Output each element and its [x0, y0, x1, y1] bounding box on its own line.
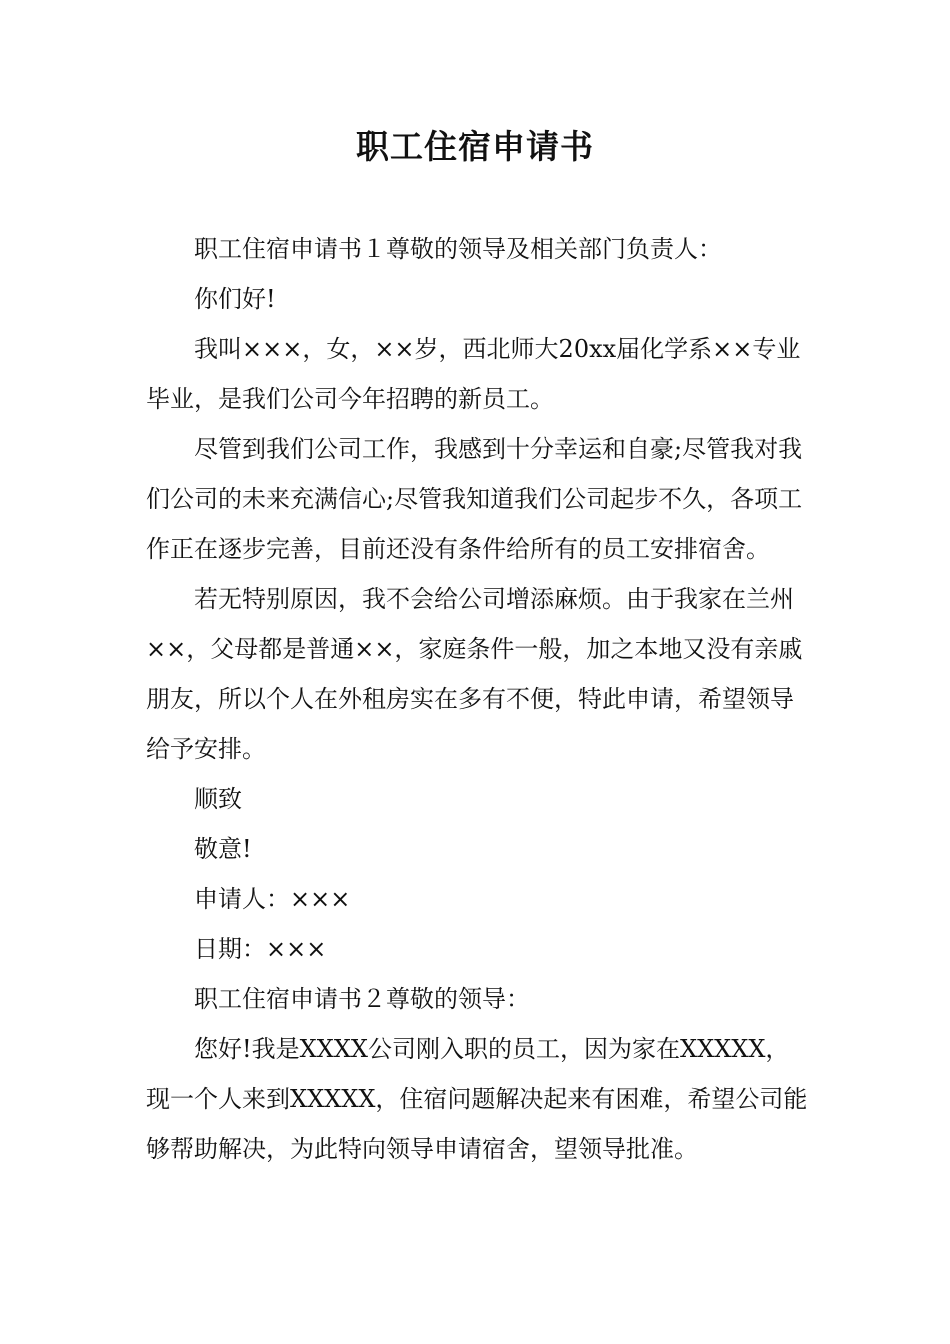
- paragraph-applicant: 申请人：×××: [194, 885, 351, 913]
- paragraph-situation: 尽管到我们公司工作，我感到十分幸运和自豪;尽管我对我们公司的未来充满信心;尽管我知道我们公司起步不久，各项工作正在逐步完善，目前还没有条件给所有的员工安排宿舍。: [146, 435, 803, 563]
- paragraph-request: 若无特别原因，我不会给公司增添麻烦。由于我家在兰州××，父母都是普通××，家庭条件一般，加之本地又没有亲戚朋友，所以个人在外租房实在多有不便，特此申请，希望领导给予安排。: [146, 585, 803, 763]
- paragraph-introduction: 我叫×××，女，××岁，西北师大20xx届化学系××专业毕业，是我们公司今年招聘的新员工。: [146, 335, 801, 413]
- paragraph-salutation-2: 职工住宿申请书２尊敬的领导：: [194, 985, 530, 1013]
- document-body: [146, 224, 812, 1174]
- paragraph-request-2: 您好!我是XXXX公司刚入职的员工，因为家在XXXXX，现一个人来到XXXXX，住宿问题解决起来有困难，希望公司能够帮助解决，为此特向领导申请宿舍，望领导批准。: [146, 1035, 808, 1163]
- document-title: 职工住宿申请书: [356, 127, 594, 166]
- paragraph-salutation-1: 职工住宿申请书１尊敬的领导及相关部门负责人：: [194, 235, 722, 263]
- paragraph-greeting-1: 你们好!: [194, 285, 276, 313]
- paragraph-regards: 敬意!: [194, 835, 252, 863]
- paragraph-date: 日期：×××: [194, 935, 327, 963]
- paragraph-closing: 顺致: [194, 785, 242, 813]
